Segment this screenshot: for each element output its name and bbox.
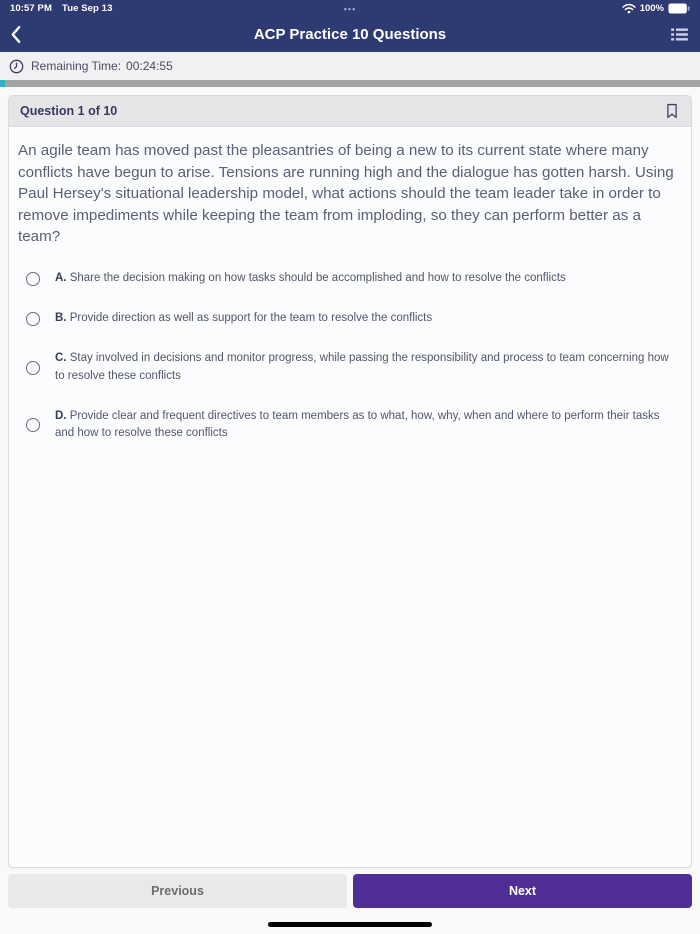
remaining-time-value: 00:24:55 [126, 59, 173, 73]
remaining-time-label: Remaining Time: [31, 59, 122, 73]
home-indicator-area [0, 908, 700, 934]
radio-button[interactable] [26, 418, 40, 432]
question-card-header [9, 96, 691, 127]
option-letter: C. [55, 352, 67, 365]
footer-nav [0, 874, 700, 908]
list-icon [671, 28, 688, 41]
chevron-left-icon [10, 25, 21, 44]
question-counter: Question 1 of 10 [20, 104, 118, 118]
nav-bar [0, 17, 700, 52]
question-list-button[interactable] [659, 26, 700, 43]
status-bar [0, 0, 700, 17]
option-letter: D. [55, 409, 67, 422]
radio-button[interactable] [26, 361, 40, 375]
question-card [8, 95, 692, 868]
option-text: Stay involved in decisions and monitor progress, while passing the responsibility and process to team concerning how to resolve these conflicts [55, 352, 669, 382]
battery-percent: 100% [639, 3, 664, 14]
option-label [55, 350, 679, 385]
option-text: Provide clear and frequent directives to team members as to what, how, why, when and where to perform their tasks and how to resolve these conflicts [55, 409, 660, 440]
question-text: An agile team has moved past the pleasantries of being a new to its current state where many conflicts have begun to arise. Tensions are running high and the dialogue has gotten harsh. Using Paul Hersey's situational leadership model, what actions should the team leader take in order to remove impediments while keeping the team from imploding, so they can perform better as a team? [18, 142, 674, 246]
option-text: Provide direction as well as support for the team to resolve the conflicts [69, 312, 433, 325]
progress-bar [0, 80, 700, 87]
progress-bar-fill [0, 80, 5, 87]
option-letter: A. [55, 271, 67, 284]
answer-option-d[interactable] [26, 408, 679, 443]
home-indicator[interactable] [268, 922, 432, 927]
option-label [55, 310, 432, 327]
page-title: ACP Practice 10 Questions [253, 26, 447, 43]
back-button[interactable] [0, 23, 31, 46]
option-label [55, 270, 566, 287]
bookmark-button[interactable] [664, 101, 680, 121]
radio-button[interactable] [26, 312, 40, 326]
answer-option-b[interactable] [26, 310, 679, 327]
radio-button[interactable] [26, 272, 40, 286]
next-button[interactable]: Next [353, 874, 692, 908]
clock-icon [9, 59, 24, 74]
option-letter: B. [55, 312, 67, 325]
previous-button[interactable]: Previous [8, 874, 347, 908]
status-center-dots: ••• [343, 3, 357, 14]
option-label [55, 408, 679, 443]
status-time: 10:57 PM [10, 3, 52, 14]
answer-option-a[interactable] [26, 270, 679, 287]
answer-option-c[interactable] [26, 350, 679, 385]
option-text: Share the decision making on how tasks should be accomplished and how to resolve the conflicts [69, 271, 566, 284]
status-date: Tue Sep 13 [62, 3, 113, 14]
answer-options [9, 260, 691, 466]
timer-row [0, 52, 700, 80]
